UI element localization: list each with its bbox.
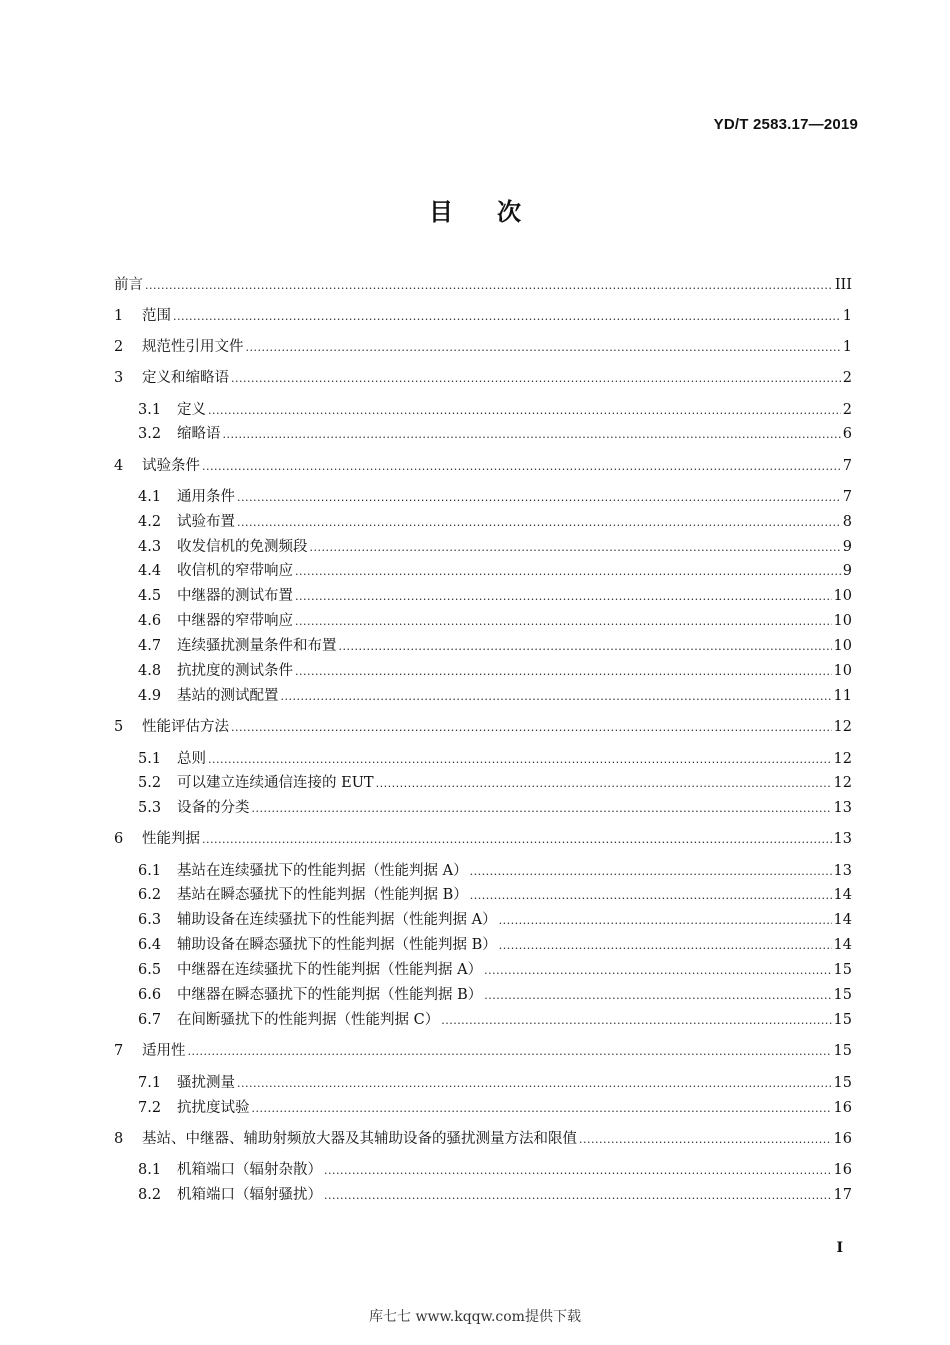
toc-entry-number: 3 — [114, 370, 124, 386]
toc-entry[interactable] — [138, 398, 852, 420]
toc-entry-label: 范围 — [142, 308, 171, 324]
toc-entry-page: 15 — [833, 962, 852, 978]
toc-entry-number: 2 — [114, 339, 124, 355]
toc-leader-dots — [208, 404, 841, 417]
toc-leader-dots — [145, 279, 833, 292]
toc-entry-label: 通用条件 — [177, 489, 235, 505]
toc-entry[interactable] — [114, 366, 852, 388]
toc-entry-number: 3.1 — [138, 402, 162, 418]
toc-leader-dots — [310, 541, 841, 554]
toc-entry-label: 基站在瞬态骚扰下的性能判据（性能判据 B） — [177, 887, 468, 903]
toc-leader-dots — [376, 777, 832, 790]
toc-entry-page: 10 — [833, 663, 852, 679]
toc-entry-page: 15 — [833, 987, 852, 1003]
toc-entry-page: 10 — [833, 588, 852, 604]
toc-entry-page: III — [834, 277, 852, 293]
toc-entry[interactable] — [138, 983, 852, 1005]
toc-entry[interactable] — [114, 715, 852, 737]
toc-entry-label: 适用性 — [142, 1043, 186, 1059]
toc-entry-number: 7 — [114, 1043, 124, 1059]
toc-entry-number: 5.2 — [138, 775, 162, 791]
toc-entry-page: 17 — [833, 1187, 852, 1203]
toc-entry-label: 可以建立连续通信连接的 EUT — [177, 775, 374, 791]
toc-entry-label: 设备的分类 — [177, 800, 250, 816]
toc-entry-number: 6.7 — [138, 1012, 162, 1028]
toc-entry[interactable] — [138, 609, 852, 631]
footer-watermark: 库七七 www.kqqw.com提供下载 — [369, 1309, 581, 1325]
toc-entry-number: 6.2 — [138, 887, 162, 903]
toc-entry-number: 6 — [114, 831, 124, 847]
toc-leader-dots — [324, 1164, 832, 1177]
toc-leader-dots — [173, 310, 841, 323]
toc-entry-page: 13 — [833, 863, 852, 879]
toc-leader-dots — [499, 939, 832, 952]
toc-leader-dots — [295, 615, 832, 628]
page-number: I — [836, 1240, 843, 1256]
toc-entry-page: 14 — [833, 912, 852, 928]
toc-entry-label: 前言 — [114, 277, 143, 293]
toc-entry-number: 4.5 — [138, 588, 162, 604]
toc-leader-dots — [470, 865, 832, 878]
toc-entry-number: 7.2 — [138, 1100, 162, 1116]
toc-entry-page: 11 — [833, 688, 852, 704]
toc-leader-dots — [441, 1014, 831, 1027]
toc-entry-label: 抗扰度的测试条件 — [177, 663, 293, 679]
toc-entry-label: 基站在连续骚扰下的性能判据（性能判据 A） — [177, 863, 468, 879]
toc-entry-label: 基站的测试配置 — [177, 688, 279, 704]
toc-entry-label: 规范性引用文件 — [142, 339, 244, 355]
toc-entry[interactable] — [138, 422, 852, 444]
toc-entry-label: 试验布置 — [177, 514, 235, 530]
toc-entry-number: 6.3 — [138, 912, 162, 928]
toc-entry-page: 15 — [833, 1075, 852, 1091]
toc-entry-label: 辅助设备在连续骚扰下的性能判据（性能判据 A） — [177, 912, 497, 928]
toc-entry-number: 4.9 — [138, 688, 162, 704]
toc-entry-number: 5.3 — [138, 800, 162, 816]
toc-entry-number: 6.4 — [138, 937, 162, 953]
toc-entry-page: 1 — [842, 339, 852, 355]
toc-entry[interactable] — [138, 584, 852, 606]
toc-entry-number: 7.1 — [138, 1075, 162, 1091]
toc-entry[interactable] — [114, 1039, 852, 1061]
toc-entry-label: 机箱端口（辐射杂散） — [177, 1162, 322, 1178]
document-code: YD/T 2583.17—2019 — [713, 116, 858, 133]
toc-entry[interactable] — [138, 859, 852, 881]
toc-leader-dots — [188, 1045, 832, 1058]
toc-entry-number: 8.2 — [138, 1187, 162, 1203]
toc-entry-number: 4.3 — [138, 539, 162, 555]
toc-entry-label: 机箱端口（辐射骚扰） — [177, 1187, 322, 1203]
toc-leader-dots — [281, 690, 832, 703]
toc-entry[interactable] — [114, 335, 852, 357]
toc-entry[interactable] — [138, 1008, 852, 1030]
toc-entry-number: 4.2 — [138, 514, 162, 530]
toc-entry-page: 9 — [842, 539, 852, 555]
toc-entry-label: 中继器的测试布置 — [177, 588, 293, 604]
toc-leader-dots — [208, 753, 832, 766]
toc-entry-page: 12 — [833, 719, 852, 735]
toc-entry[interactable] — [138, 1183, 852, 1205]
toc-entry-label: 中继器的窄带响应 — [177, 613, 293, 629]
toc-entry[interactable] — [138, 659, 852, 681]
toc-entry-page: 14 — [833, 887, 852, 903]
toc-leader-dots — [252, 802, 832, 815]
toc-entry-page: 10 — [833, 638, 852, 654]
toc-entry-label: 辅助设备在瞬态骚扰下的性能判据（性能判据 B） — [177, 937, 497, 953]
toc-entry[interactable] — [138, 684, 852, 706]
toc-leader-dots — [484, 989, 831, 1002]
toc-entry-page: 1 — [842, 308, 852, 324]
toc-entry-number: 1 — [114, 308, 124, 324]
toc-leader-dots — [484, 964, 831, 977]
toc-leader-dots — [237, 491, 841, 504]
toc-entry-label: 缩略语 — [177, 426, 221, 442]
toc-entry-page: 10 — [833, 613, 852, 629]
toc-entry-number: 4.4 — [138, 563, 162, 579]
toc-leader-dots — [252, 1102, 832, 1115]
toc-entry[interactable] — [138, 1096, 852, 1118]
toc-entry-label: 试验条件 — [142, 458, 200, 474]
toc-leader-dots — [246, 341, 841, 354]
toc-entry-page: 12 — [833, 751, 852, 767]
toc-entry[interactable] — [138, 883, 852, 905]
toc-entry-number: 5.1 — [138, 751, 162, 767]
toc-entry-number: 3.2 — [138, 426, 162, 442]
toc-entry-number: 5 — [114, 719, 124, 735]
toc-entry-label: 性能判据 — [142, 831, 200, 847]
toc-leader-dots — [324, 1189, 832, 1202]
toc-entry[interactable] — [138, 958, 852, 980]
toc-entry[interactable] — [114, 1127, 852, 1149]
toc-entry-label: 抗扰度试验 — [177, 1100, 250, 1116]
toc-leader-dots — [223, 428, 841, 441]
toc-entry-page: 12 — [833, 775, 852, 791]
toc-leader-dots — [237, 516, 841, 529]
toc-entry-label: 中继器在瞬态骚扰下的性能判据（性能判据 B） — [177, 987, 483, 1003]
toc-entry[interactable] — [138, 535, 852, 557]
toc-entry-number: 6.5 — [138, 962, 162, 978]
toc-entry-page: 2 — [842, 370, 852, 386]
toc-entry-label: 定义和缩略语 — [142, 370, 229, 386]
toc-entry-page: 15 — [833, 1043, 852, 1059]
toc-entry-page: 7 — [842, 458, 852, 474]
toc-entry-page: 9 — [842, 563, 852, 579]
toc-entry-label: 收发信机的免测频段 — [177, 539, 308, 555]
toc-entry[interactable] — [138, 559, 852, 581]
toc-leader-dots — [202, 460, 841, 473]
toc-entry[interactable] — [114, 454, 852, 476]
toc-entry-label: 收信机的窄带响应 — [177, 563, 293, 579]
toc-entry[interactable] — [138, 908, 852, 930]
toc-entry-page: 13 — [833, 800, 852, 816]
toc-leader-dots — [295, 665, 832, 678]
toc-entry[interactable] — [138, 634, 852, 656]
toc-entry-number: 4.7 — [138, 638, 162, 654]
toc-entry-page: 8 — [842, 514, 852, 530]
toc-entry[interactable] — [138, 1071, 852, 1093]
toc-entry-number: 4 — [114, 458, 124, 474]
toc-entry-page: 6 — [842, 426, 852, 442]
toc-entry-number: 6.6 — [138, 987, 162, 1003]
toc-leader-dots — [295, 565, 841, 578]
toc-entry[interactable] — [138, 747, 852, 769]
toc-entry-label: 性能评估方法 — [142, 719, 229, 735]
toc-entry[interactable] — [114, 273, 852, 295]
toc-entry-label: 在间断骚扰下的性能判据（性能判据 C） — [177, 1012, 440, 1028]
toc-entry-page: 16 — [833, 1162, 852, 1178]
toc-entry-number: 6.1 — [138, 863, 162, 879]
toc-entry-page: 2 — [842, 402, 852, 418]
toc-entry-page: 14 — [833, 937, 852, 953]
toc-entry-page: 13 — [833, 831, 852, 847]
toc-leader-dots — [295, 590, 832, 603]
toc-entry-label: 骚扰测量 — [177, 1075, 235, 1091]
toc-entry-label: 定义 — [177, 402, 206, 418]
toc-entry-number: 8 — [114, 1131, 124, 1147]
toc-entry-label: 总则 — [177, 751, 206, 767]
toc-leader-dots — [202, 833, 832, 846]
toc-leader-dots — [237, 1077, 832, 1090]
toc-entry-number: 4.6 — [138, 613, 162, 629]
toc-entry-page: 7 — [842, 489, 852, 505]
toc-entry[interactable] — [138, 771, 852, 793]
toc-entry[interactable] — [138, 796, 852, 818]
toc-entry-number: 8.1 — [138, 1162, 162, 1178]
toc-leader-dots — [579, 1133, 832, 1146]
toc-leader-dots — [231, 721, 832, 734]
toc-entry-page: 16 — [833, 1100, 852, 1116]
toc-leader-dots — [231, 372, 841, 385]
toc-entry[interactable] — [138, 485, 852, 507]
toc-entry-label: 中继器在连续骚扰下的性能判据（性能判据 A） — [177, 962, 483, 978]
toc-entry[interactable] — [114, 827, 852, 849]
toc-leader-dots — [339, 640, 832, 653]
toc-entry-page: 16 — [833, 1131, 852, 1147]
page-title: 目次 — [429, 198, 565, 226]
toc-entry-number: 4.1 — [138, 489, 162, 505]
toc-entry[interactable] — [114, 304, 852, 326]
toc-entry[interactable] — [138, 933, 852, 955]
toc-leader-dots — [470, 889, 832, 902]
toc-entry-label: 连续骚扰测量条件和布置 — [177, 638, 337, 654]
toc-entry[interactable] — [138, 510, 852, 532]
toc-entry-number: 4.8 — [138, 663, 162, 679]
toc-entry[interactable] — [138, 1158, 852, 1180]
toc-leader-dots — [499, 914, 832, 927]
toc-entry-label: 基站、中继器、辅助射频放大器及其辅助设备的骚扰测量方法和限值 — [142, 1131, 577, 1147]
toc-entry-page: 15 — [833, 1012, 852, 1028]
